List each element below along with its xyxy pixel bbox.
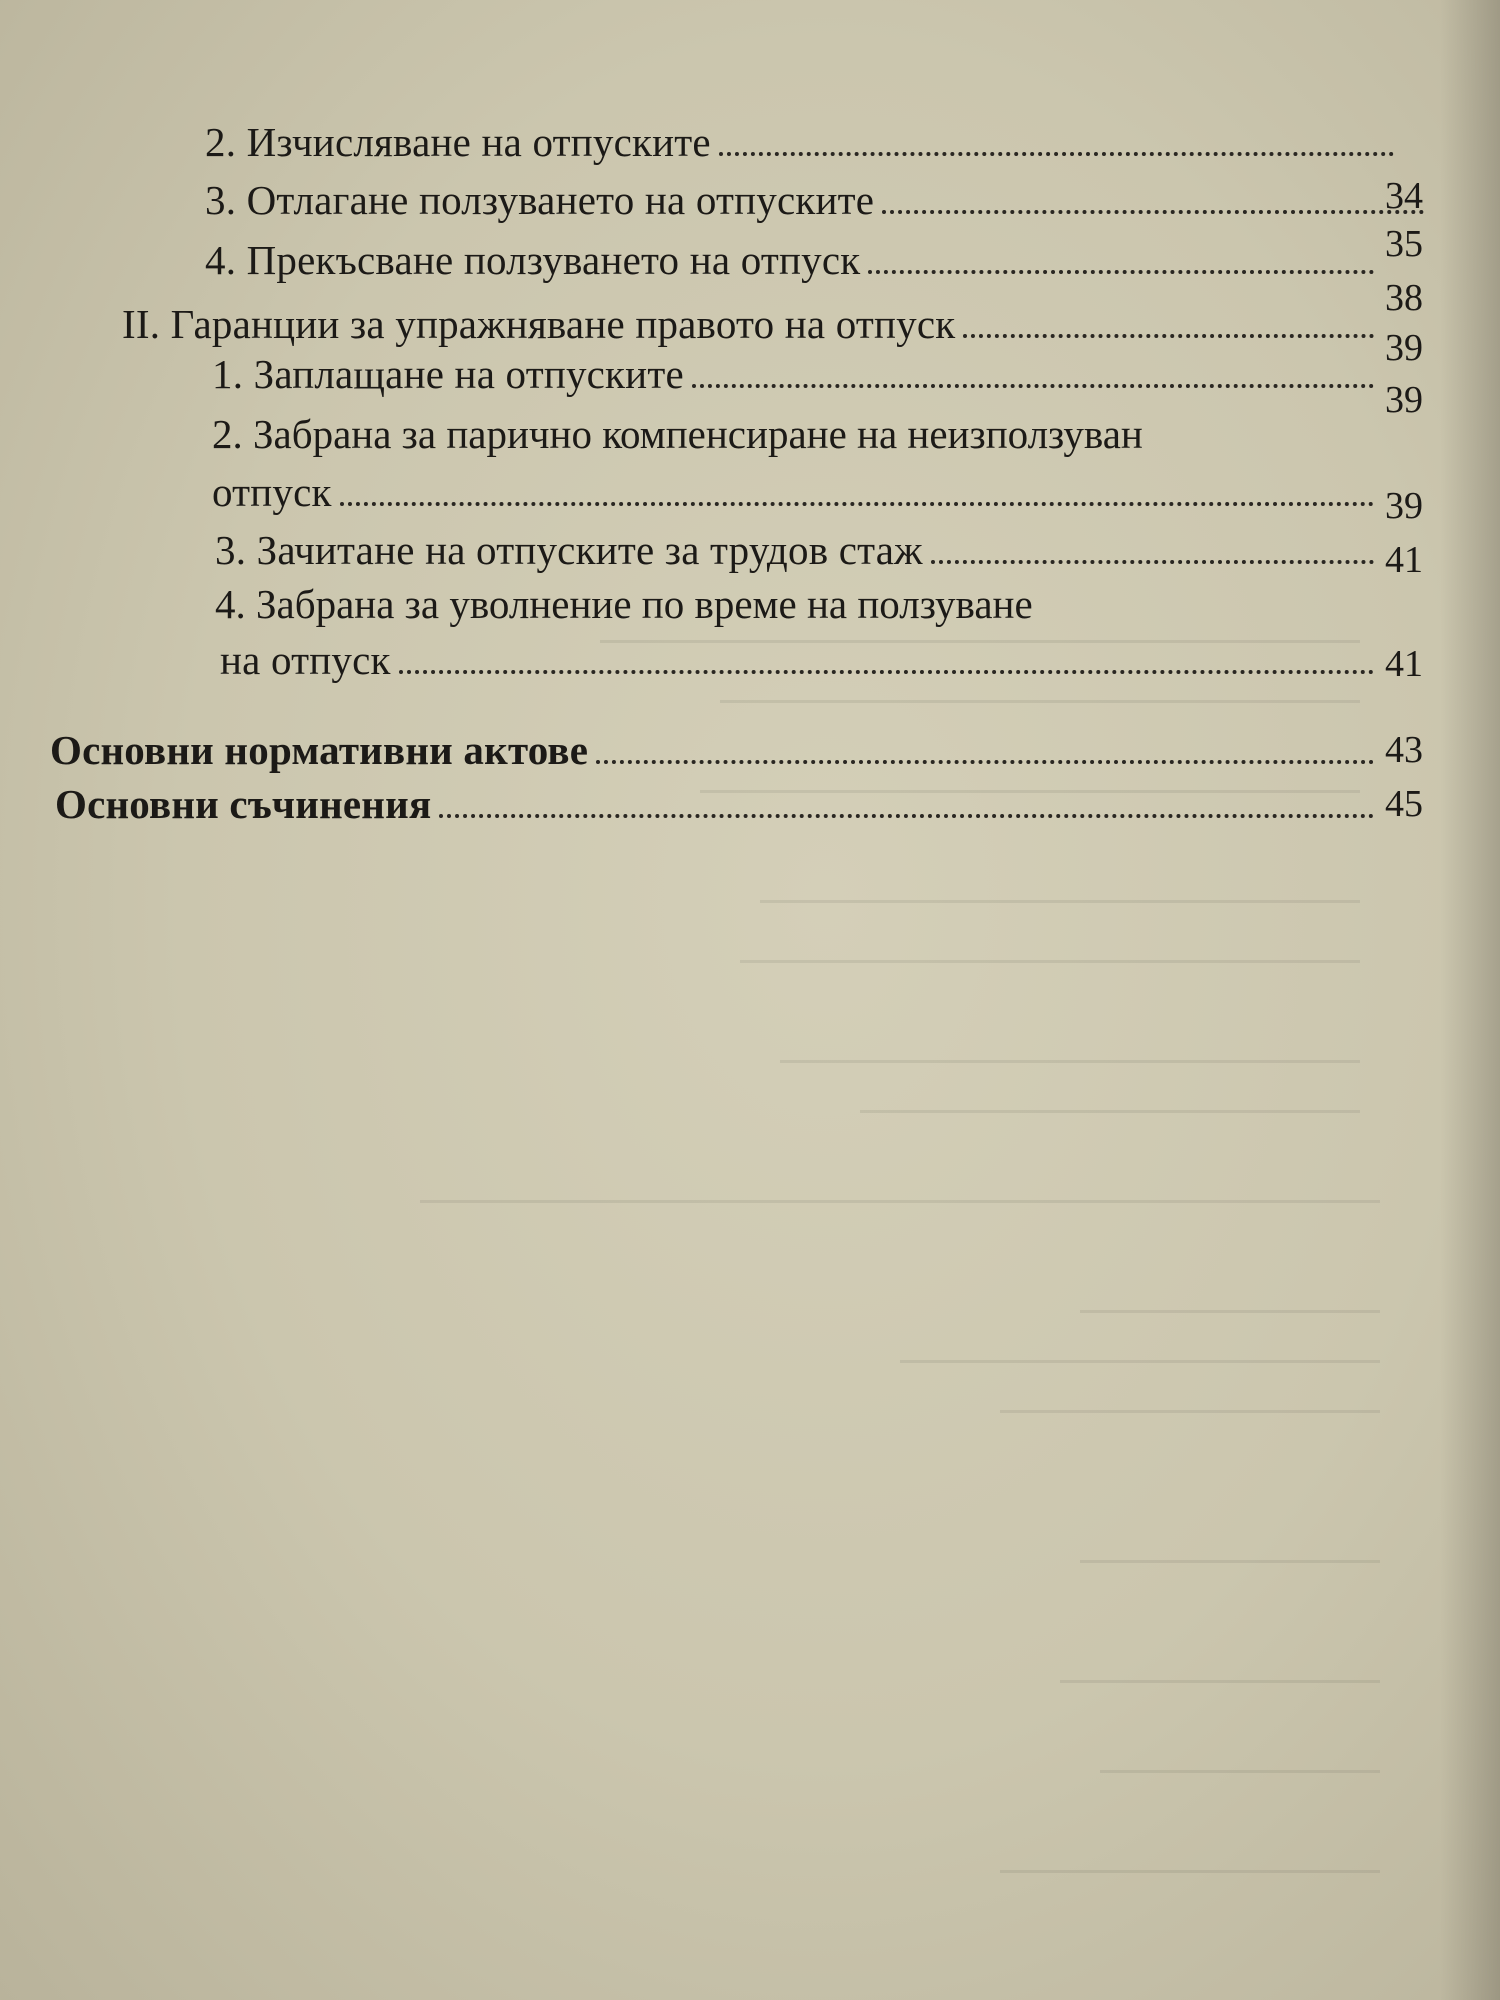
toc-section-entry bbox=[55, 780, 1380, 828]
toc-entry-title: на отпуск bbox=[220, 637, 391, 683]
toc-entry-title: отпуск bbox=[212, 469, 332, 515]
toc-entry-title: 2. Изчисляване на отпуските bbox=[205, 119, 711, 165]
leader-dots bbox=[868, 266, 1374, 274]
leader-dots bbox=[719, 148, 1394, 156]
leader-dots bbox=[596, 756, 1374, 764]
toc-entry-title: 3. Зачитане на отпуските за трудов стаж bbox=[215, 527, 923, 573]
toc-page-number: 38 bbox=[1385, 277, 1423, 319]
toc-page-number: 43 bbox=[1385, 729, 1423, 771]
toc-entry bbox=[122, 300, 1380, 348]
toc-entry-title: 4. Забрана за уволнение по време на ползуване bbox=[215, 581, 1033, 627]
toc-entry bbox=[205, 118, 1400, 166]
toc-entry-title: 4. Прекъсване ползуването на отпуск bbox=[205, 237, 861, 283]
toc-entry-title: Основни съчинения bbox=[55, 781, 432, 827]
toc-entry-title: Основни нормативни актове bbox=[50, 727, 589, 773]
toc-entry-title: II. Гаранции за упражняване правото на отпуск bbox=[122, 301, 956, 347]
leader-dots bbox=[439, 810, 1374, 818]
toc-page-number: 35 bbox=[1385, 223, 1423, 265]
leader-dots bbox=[931, 556, 1374, 564]
toc-entry-title: 3. Отлагане ползуването на отпуските bbox=[205, 177, 875, 223]
toc-entry-title: 1. Заплащане на отпуските bbox=[212, 351, 684, 397]
toc-entry bbox=[215, 526, 1380, 574]
toc-entry bbox=[205, 236, 1380, 284]
toc-section-entry bbox=[50, 726, 1380, 774]
leader-dots bbox=[399, 666, 1374, 674]
toc-page-number: 41 bbox=[1385, 643, 1423, 685]
toc-page-number: 34 bbox=[1385, 175, 1423, 217]
leader-dots bbox=[340, 498, 1374, 506]
toc-entry bbox=[205, 176, 1430, 224]
toc-page-number: 39 bbox=[1385, 327, 1423, 369]
toc-page-number: 39 bbox=[1385, 485, 1423, 527]
toc-page-number: 41 bbox=[1385, 539, 1423, 581]
toc-page-number: 45 bbox=[1385, 783, 1423, 825]
toc-page-number: 39 bbox=[1385, 379, 1423, 421]
leader-dots bbox=[963, 330, 1374, 338]
toc-entry bbox=[212, 350, 1380, 398]
leader-dots bbox=[692, 380, 1374, 388]
toc-entry bbox=[220, 636, 1380, 684]
toc-entry-title: 2. Забрана за парично компенсиране на неизползуван bbox=[212, 411, 1143, 457]
leader-dots bbox=[882, 206, 1424, 214]
toc-entry bbox=[212, 468, 1380, 516]
